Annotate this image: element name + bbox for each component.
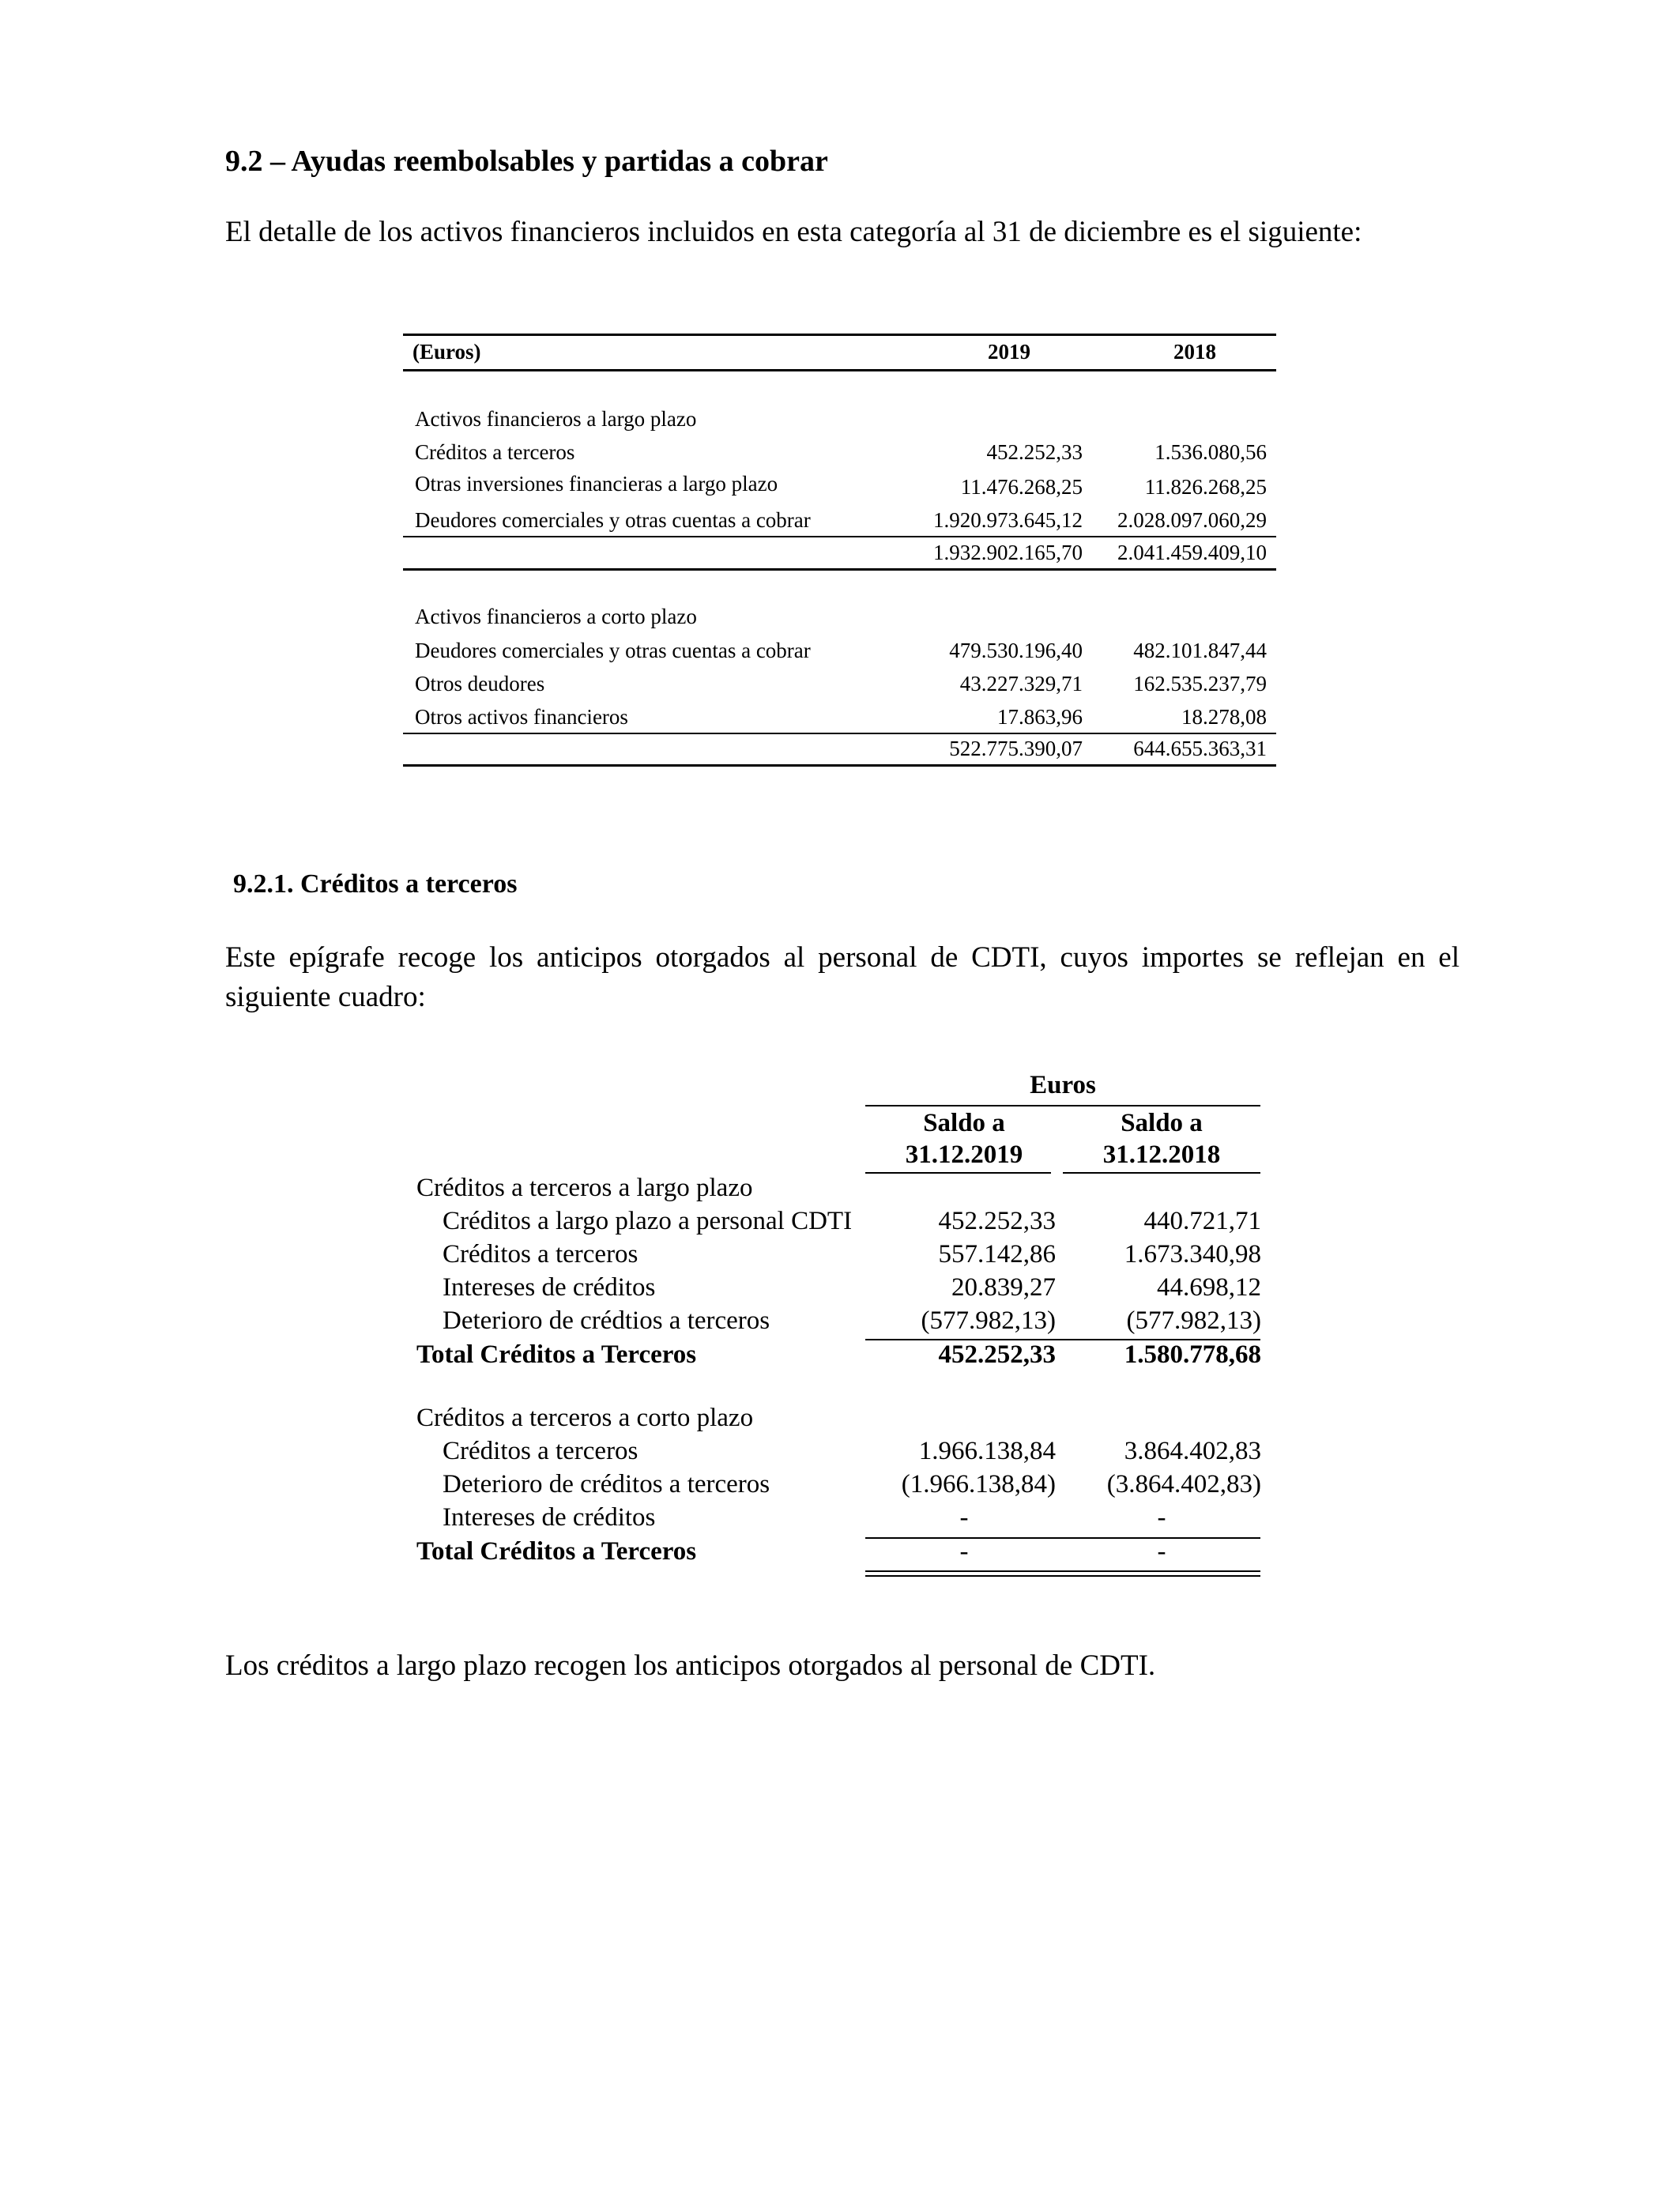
subtotal-2019: 1.932.902.165,70 bbox=[933, 541, 1083, 564]
row-label: Intereses de créditos bbox=[443, 1503, 656, 1532]
total-label: Total Créditos a Terceros bbox=[416, 1537, 697, 1566]
subsection-title: 9.2.1. Créditos a terceros bbox=[233, 869, 518, 899]
value-2019: (1.966.138,84) bbox=[901, 1470, 1056, 1498]
row-label: Otras inversiones financieras a largo plazo bbox=[415, 472, 778, 496]
table-rule bbox=[865, 1570, 1260, 1572]
row-label: Deterioro de créditos a terceros bbox=[443, 1470, 770, 1498]
closing-paragraph: Los créditos a largo plazo recogen los anticipos otorgados al personal de CDTI. bbox=[225, 1649, 1156, 1682]
col2-header-line2: 31.12.2018 bbox=[1102, 1140, 1221, 1169]
value-2018: 18.278,08 bbox=[1181, 705, 1267, 729]
total-2018: - bbox=[1157, 1537, 1166, 1566]
col2-header-line1: Saldo a bbox=[1121, 1109, 1203, 1137]
table-rule bbox=[865, 1575, 1260, 1577]
section-intro: El detalle de los activos financieros incluidos en esta categoría al 31 de diciembre es el siguiente: bbox=[225, 216, 1362, 248]
subtotal-2019: 522.775.390,07 bbox=[949, 737, 1083, 760]
value-2018: 482.101.847,44 bbox=[1133, 639, 1267, 662]
row-label: Créditos a largo plazo a personal CDTI bbox=[443, 1207, 853, 1235]
row-label: Otros deudores bbox=[415, 672, 545, 696]
subtotal-2018: 644.655.363,31 bbox=[1133, 737, 1267, 760]
header-col-2019: 2019 bbox=[988, 340, 1030, 364]
long-term-title: Créditos a terceros a largo plazo bbox=[416, 1174, 753, 1202]
total-label: Total Créditos a Terceros bbox=[416, 1340, 697, 1369]
table-rule bbox=[403, 568, 1276, 571]
value-2018: 2.028.097.060,29 bbox=[1117, 508, 1267, 532]
table-row bbox=[403, 440, 1276, 472]
table-header bbox=[403, 340, 1276, 371]
row-label: Otros activos financieros bbox=[415, 705, 628, 729]
table-rule bbox=[1063, 1172, 1260, 1174]
header-label: (Euros) bbox=[412, 340, 481, 364]
value-2018: - bbox=[1157, 1503, 1166, 1532]
value-2019: 1.966.138,84 bbox=[918, 1437, 1056, 1465]
value-2018: 1.536.080,56 bbox=[1155, 440, 1267, 464]
value-2019: 452.252,33 bbox=[938, 1207, 1056, 1235]
value-2019: 479.530.196,40 bbox=[949, 639, 1083, 662]
value-2019: 557.142,86 bbox=[938, 1240, 1056, 1269]
table-row bbox=[403, 705, 1276, 737]
subtotal-2018: 2.041.459.409,10 bbox=[1117, 541, 1267, 564]
row-label: Intereses de créditos bbox=[443, 1273, 656, 1302]
value-2019: 17.863,96 bbox=[997, 705, 1083, 729]
short-term-title: Créditos a terceros a corto plazo bbox=[416, 1404, 754, 1432]
value-2018: 162.535.237,79 bbox=[1133, 672, 1267, 696]
table-row bbox=[403, 472, 1276, 503]
total-2018: 1.580.778,68 bbox=[1124, 1340, 1261, 1369]
subsection-intro: Este epígrafe recoge los anticipos otorgados al personal de CDTI, cuyos importes se reflejan en el siguiente cuadro: bbox=[225, 941, 1460, 1013]
table-rule bbox=[403, 536, 1276, 537]
group-title bbox=[403, 407, 1276, 439]
short-term-title: Activos financieros a corto plazo bbox=[415, 605, 697, 628]
table-row bbox=[403, 639, 1276, 670]
value-2018: 440.721,71 bbox=[1143, 1207, 1261, 1235]
header-col-2018: 2018 bbox=[1173, 340, 1216, 364]
row-label: Deudores comerciales y otras cuentas a cobrar bbox=[415, 639, 811, 662]
value-2019: 20.839,27 bbox=[951, 1273, 1056, 1302]
row-label: Deterioro de crédtios a terceros bbox=[443, 1306, 770, 1335]
units-header: Euros bbox=[1030, 1071, 1096, 1099]
section-title: 9.2 – Ayudas reembolsables y partidas a cobrar bbox=[225, 145, 828, 178]
table-rule bbox=[403, 334, 1276, 336]
value-2019: 1.920.973.645,12 bbox=[933, 508, 1083, 532]
value-2019: 11.476.268,25 bbox=[960, 475, 1083, 499]
value-2019: (577.982,13) bbox=[921, 1306, 1056, 1335]
total-2019: - bbox=[959, 1537, 969, 1566]
row-label: Deudores comerciales y otras cuentas a cobrar bbox=[415, 508, 811, 532]
long-term-title: Activos financieros a largo plazo bbox=[415, 407, 697, 431]
row-label: Créditos a terceros bbox=[415, 440, 575, 464]
table-rule bbox=[403, 764, 1276, 767]
col1-header-line2: 31.12.2019 bbox=[905, 1140, 1023, 1169]
value-2018: (577.982,13) bbox=[1126, 1306, 1261, 1335]
table-rule bbox=[403, 733, 1276, 734]
value-2018: 1.673.340,98 bbox=[1124, 1240, 1261, 1269]
table-rule bbox=[865, 1172, 1051, 1174]
subtotal-row bbox=[403, 737, 1276, 768]
value-2018: (3.864.402,83) bbox=[1106, 1470, 1261, 1498]
row-label: Créditos a terceros bbox=[443, 1240, 638, 1269]
row-label: Créditos a terceros bbox=[443, 1437, 638, 1465]
table-rule bbox=[403, 369, 1276, 371]
value-2019: - bbox=[959, 1503, 969, 1532]
value-2018: 44.698,12 bbox=[1157, 1273, 1261, 1302]
value-2019: 43.227.329,71 bbox=[959, 672, 1083, 696]
value-2019: 452.252,33 bbox=[986, 440, 1083, 464]
table-rule bbox=[865, 1105, 1260, 1106]
table-row bbox=[403, 672, 1276, 703]
total-2019: 452.252,33 bbox=[938, 1340, 1056, 1369]
group-title bbox=[403, 605, 1276, 636]
table-row bbox=[403, 508, 1276, 540]
subtotal-row bbox=[403, 541, 1276, 572]
col1-header-line1: Saldo a bbox=[923, 1109, 1005, 1137]
value-2018: 3.864.402,83 bbox=[1124, 1437, 1261, 1465]
value-2018: 11.826.268,25 bbox=[1144, 475, 1267, 499]
